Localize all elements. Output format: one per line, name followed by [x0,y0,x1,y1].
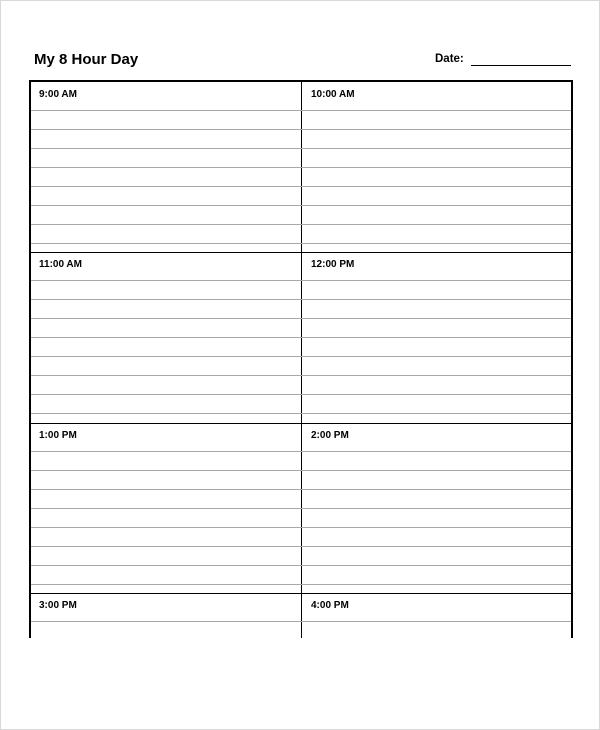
schedule-grid [29,80,573,638]
writing-line[interactable] [31,375,571,376]
writing-line[interactable] [31,508,571,509]
date-field-line[interactable] [471,65,571,66]
writing-line[interactable] [31,129,571,130]
time-label: 11:00 AM [39,259,82,270]
time-label: 1:00 PM [39,430,77,441]
writing-line[interactable] [31,299,571,300]
writing-line[interactable] [31,546,571,547]
writing-line[interactable] [31,451,571,452]
writing-line[interactable] [31,205,571,206]
writing-line[interactable] [31,318,571,319]
writing-line[interactable] [31,489,571,490]
writing-line[interactable] [31,224,571,225]
page-title: My 8 Hour Day [34,51,139,68]
writing-line[interactable] [31,621,571,622]
time-block-divider [31,593,571,594]
writing-line[interactable] [31,527,571,528]
time-label: 2:00 PM [311,430,349,441]
writing-line[interactable] [31,394,571,395]
writing-line[interactable] [31,470,571,471]
writing-line[interactable] [31,280,571,281]
time-label: 12:00 PM [311,259,355,270]
writing-line[interactable] [31,110,571,111]
writing-line[interactable] [31,186,571,187]
writing-line[interactable] [31,337,571,338]
writing-line[interactable] [31,243,571,244]
time-label: 3:00 PM [39,600,77,611]
time-block-divider [31,252,571,253]
time-block-divider [31,423,571,424]
date-label: Date: [435,53,464,65]
time-label: 4:00 PM [311,600,349,611]
writing-line[interactable] [31,356,571,357]
writing-line[interactable] [31,584,571,585]
writing-line[interactable] [31,167,571,168]
time-label: 10:00 AM [311,89,355,100]
writing-line[interactable] [31,565,571,566]
writing-line[interactable] [31,413,571,414]
time-label: 9:00 AM [39,89,77,100]
column-divider [301,82,302,638]
writing-line[interactable] [31,148,571,149]
